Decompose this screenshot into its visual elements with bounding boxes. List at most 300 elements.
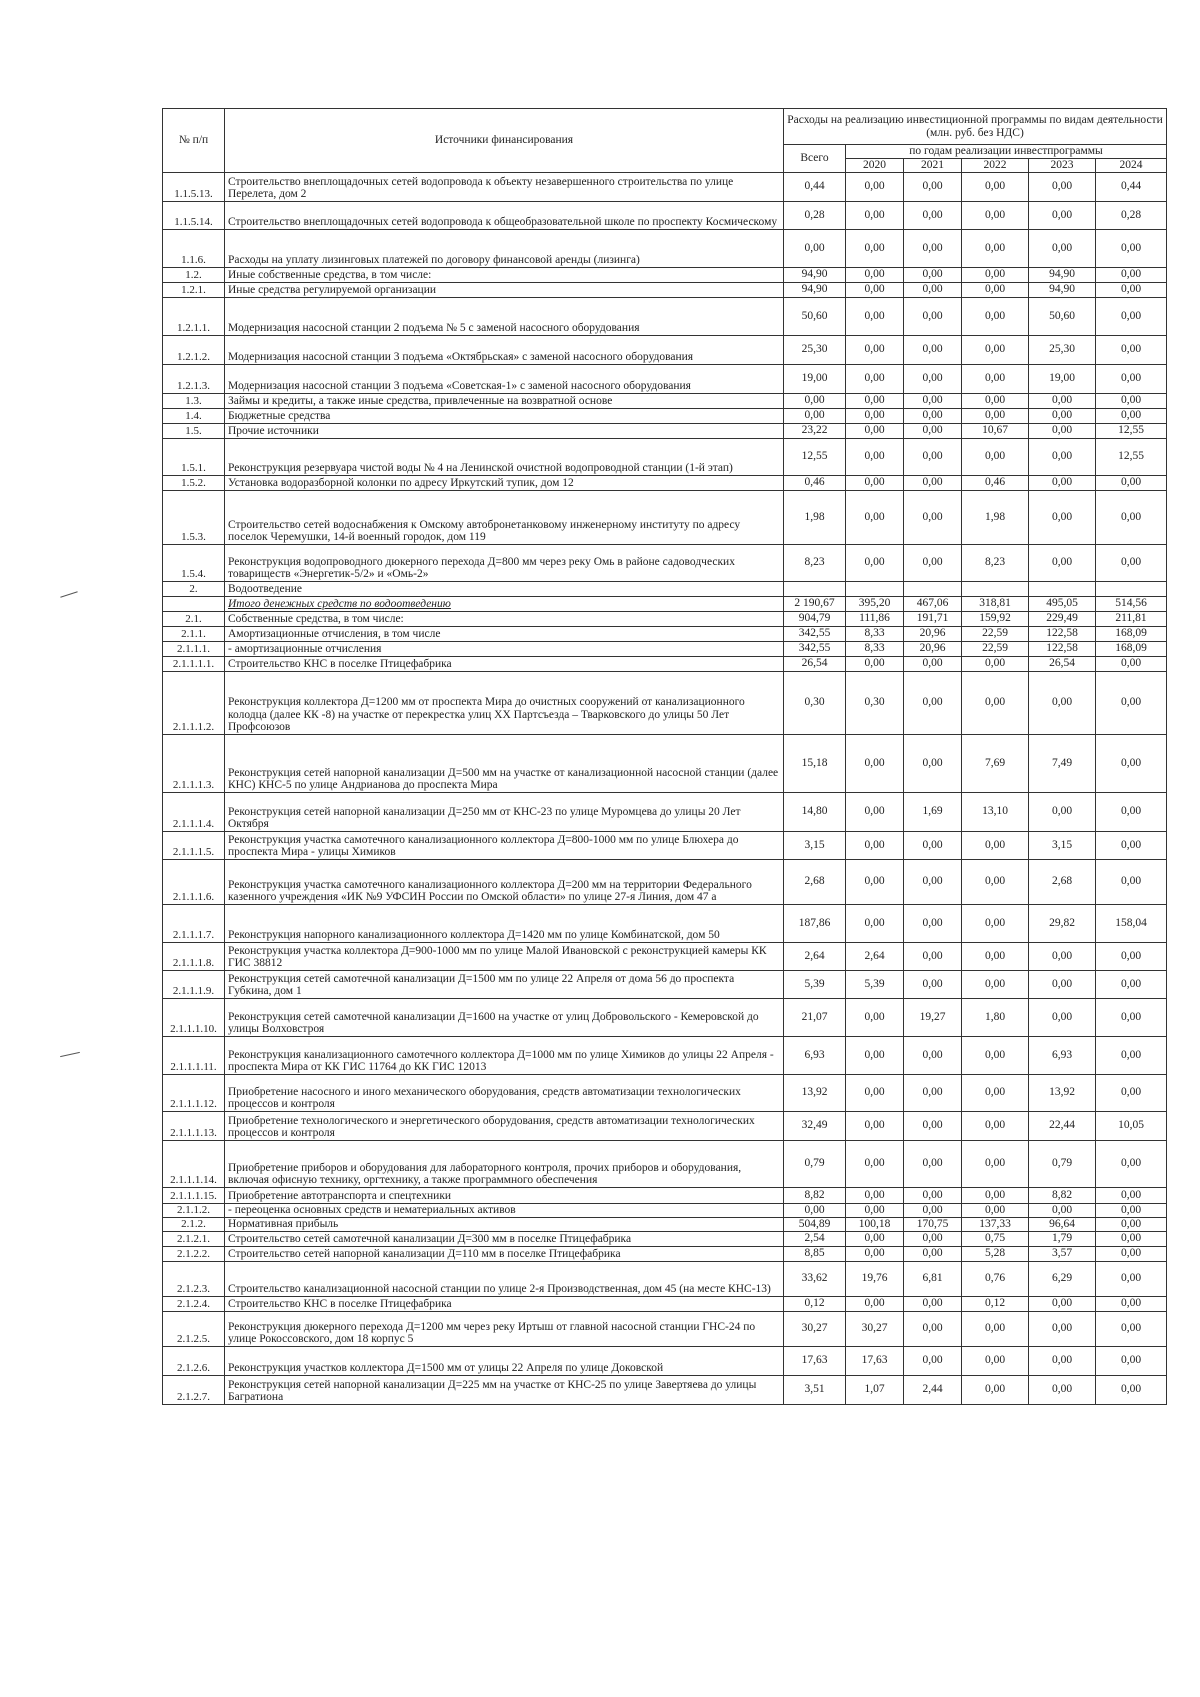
value-2023: 0,00 — [1029, 671, 1096, 734]
value-2022: 0,46 — [962, 475, 1029, 490]
value-2024: 0,00 — [1096, 1246, 1167, 1261]
value-2023: 0,00 — [1029, 490, 1096, 544]
value-total: 8,85 — [784, 1246, 846, 1261]
row-name: Строительство КНС в поселке Птицефабрика — [225, 1296, 784, 1311]
value-2020: 0,00 — [846, 1296, 904, 1311]
row-name: Реконструкция участка самотечного канализационного коллектора Д=200 мм на территории Федерального казенного учреждения «ИК №9 УФСИН России по Омской области» по улице 27-я Линия, дом 47 а — [225, 859, 784, 904]
value-2020: 19,76 — [846, 1261, 904, 1296]
value-2023: 22,44 — [1029, 1111, 1096, 1140]
table-row — [163, 1203, 1167, 1217]
value-2022: 0,00 — [962, 656, 1029, 671]
value-2022: 8,23 — [962, 544, 1029, 581]
value-total: 342,55 — [784, 626, 846, 641]
row-code: 2.1.1.1.8. — [163, 942, 225, 970]
value-2024: 0,28 — [1096, 201, 1167, 229]
row-name: - переоценка основных средств и нематериальных активов — [225, 1203, 784, 1217]
value-total: 19,00 — [784, 364, 846, 393]
value-2020: 0,30 — [846, 671, 904, 734]
value-2021: 0,00 — [904, 1140, 962, 1187]
value-2021: 0,00 — [904, 490, 962, 544]
value-2024: 0,00 — [1096, 297, 1167, 335]
row-code: 2.1.2.1. — [163, 1231, 225, 1246]
value-2023: 0,00 — [1029, 201, 1096, 229]
value-2023: 0,00 — [1029, 229, 1096, 267]
value-total: 14,80 — [784, 792, 846, 831]
row-name: Строительство внеплощадочных сетей водопровода к общеобразовательной школе по проспекту Космическому — [225, 201, 784, 229]
table-row — [163, 229, 1167, 267]
row-name: Иные средства регулируемой организации — [225, 282, 784, 297]
value-total: 0,28 — [784, 201, 846, 229]
table-row — [163, 1217, 1167, 1231]
value-2024: 0,00 — [1096, 1296, 1167, 1311]
table-row — [163, 942, 1167, 970]
value-total: 17,63 — [784, 1346, 846, 1375]
value-2021: 0,00 — [904, 364, 962, 393]
table-row — [163, 641, 1167, 656]
value-2024: 0,00 — [1096, 1140, 1167, 1187]
value-2022: 0,00 — [962, 267, 1029, 282]
value-2024: 0,00 — [1096, 267, 1167, 282]
value-2021: 0,00 — [904, 229, 962, 267]
row-name: Модернизация насосной станции 3 подъема «Октябрьская» с заменой насосного оборудования — [225, 335, 784, 364]
row-name: Установка водоразборной колонки по адресу Иркутский тупик, дом 12 — [225, 475, 784, 490]
value-2020: 111,86 — [846, 611, 904, 626]
table-row — [163, 297, 1167, 335]
value-2020: 17,63 — [846, 1346, 904, 1375]
row-code: 2.1.2.3. — [163, 1261, 225, 1296]
row-code: 1.5.1. — [163, 438, 225, 475]
value-total: 25,30 — [784, 335, 846, 364]
value-2023: 0,00 — [1029, 423, 1096, 438]
value-2020: 0,00 — [846, 1111, 904, 1140]
value-2022: 0,00 — [962, 438, 1029, 475]
value-2022: 22,59 — [962, 641, 1029, 656]
row-code: 2.1.1.1.7. — [163, 904, 225, 942]
value-2021: 0,00 — [904, 942, 962, 970]
value-2022: 0,00 — [962, 297, 1029, 335]
row-name: Водоотведение — [225, 581, 784, 596]
value-2024: 0,00 — [1096, 734, 1167, 792]
value-2023: 6,29 — [1029, 1261, 1096, 1296]
value-2020: 0,00 — [846, 1246, 904, 1261]
value-2023: 0,00 — [1029, 942, 1096, 970]
value-2021: 0,00 — [904, 1187, 962, 1203]
value-2023: 0,00 — [1029, 1346, 1096, 1375]
value-2021: 0,00 — [904, 1111, 962, 1140]
row-code: 2.1.1. — [163, 626, 225, 641]
value-total: 94,90 — [784, 267, 846, 282]
value-total: 30,27 — [784, 1311, 846, 1346]
row-name: Строительство внеплощадочных сетей водопровода к объекту незавершенного строительства по улице Перелета, дом 2 — [225, 172, 784, 201]
value-total: 0,00 — [784, 408, 846, 423]
value-2024: 0,00 — [1096, 1261, 1167, 1296]
value-total: 0,12 — [784, 1296, 846, 1311]
value-2023: 0,00 — [1029, 393, 1096, 408]
value-2022: 0,00 — [962, 1375, 1029, 1404]
value-2022 — [962, 581, 1029, 596]
value-2023: 495,05 — [1029, 596, 1096, 611]
value-2021: 19,27 — [904, 998, 962, 1036]
value-total: 2,64 — [784, 942, 846, 970]
row-code: 1.3. — [163, 393, 225, 408]
row-code: 2.1.1.1.13. — [163, 1111, 225, 1140]
header-year-2020: 2020 — [846, 158, 904, 172]
value-2022: 0,00 — [962, 1187, 1029, 1203]
table-row — [163, 831, 1167, 859]
table-row — [163, 859, 1167, 904]
value-2021: 0,00 — [904, 408, 962, 423]
table-row — [163, 267, 1167, 282]
value-2022: 10,67 — [962, 423, 1029, 438]
row-name: Реконструкция сетей самотечной канализации Д=1500 мм по улице 22 Апреля от дома 56 до проспекта Губкина, дом 1 — [225, 970, 784, 998]
row-name: Строительство сетей водоснабжения к Омскому автобронетанковому инженерному институту по адресу поселок Черемушки, 14-й военный городок, дом 119 — [225, 490, 784, 544]
row-code: 2.1.2.4. — [163, 1296, 225, 1311]
row-code: 1.5.2. — [163, 475, 225, 490]
value-2020: 30,27 — [846, 1311, 904, 1346]
value-2020: 0,00 — [846, 544, 904, 581]
value-2022: 0,00 — [962, 172, 1029, 201]
scan-mark — [60, 1052, 80, 1057]
row-code: 2.1.1.1.12. — [163, 1074, 225, 1111]
value-2023: 0,00 — [1029, 970, 1096, 998]
table-row — [163, 998, 1167, 1036]
value-2020: 0,00 — [846, 267, 904, 282]
value-2024: 0,44 — [1096, 172, 1167, 201]
table-row — [163, 1346, 1167, 1375]
row-name: Реконструкция участка самотечного канализационного коллектора Д=800-1000 мм по улице Блюхера до проспекта Мира - улицы Химиков — [225, 831, 784, 859]
table-row — [163, 1187, 1167, 1203]
value-2022: 0,00 — [962, 1074, 1029, 1111]
value-2023: 3,57 — [1029, 1246, 1096, 1261]
table-row — [163, 423, 1167, 438]
value-2024: 168,09 — [1096, 626, 1167, 641]
table-row — [163, 904, 1167, 942]
value-total: 342,55 — [784, 641, 846, 656]
value-2022: 0,00 — [962, 229, 1029, 267]
value-2023: 0,00 — [1029, 475, 1096, 490]
value-2021: 20,96 — [904, 626, 962, 641]
table-row — [163, 201, 1167, 229]
value-2021: 0,00 — [904, 970, 962, 998]
table-row — [163, 393, 1167, 408]
value-2021: 0,00 — [904, 1074, 962, 1111]
value-2021: 0,00 — [904, 671, 962, 734]
value-total: 26,54 — [784, 656, 846, 671]
table-row — [163, 475, 1167, 490]
table-row — [163, 408, 1167, 423]
value-2022: 0,00 — [962, 671, 1029, 734]
value-total: 15,18 — [784, 734, 846, 792]
value-total: 23,22 — [784, 423, 846, 438]
header-year-2023: 2023 — [1029, 158, 1096, 172]
value-2023: 6,93 — [1029, 1036, 1096, 1074]
value-2023: 229,49 — [1029, 611, 1096, 626]
row-name: Займы и кредиты, а также иные средства, привлеченные на возвратной основе — [225, 393, 784, 408]
value-2020: 0,00 — [846, 904, 904, 942]
value-2020: 2,64 — [846, 942, 904, 970]
value-2021: 0,00 — [904, 859, 962, 904]
row-name: Приобретение автотранспорта и спецтехники — [225, 1187, 784, 1203]
value-2024: 0,00 — [1096, 408, 1167, 423]
value-2020: 5,39 — [846, 970, 904, 998]
value-2022: 0,00 — [962, 1203, 1029, 1217]
value-2021: 0,00 — [904, 831, 962, 859]
table-row — [163, 1375, 1167, 1404]
value-total: 2,68 — [784, 859, 846, 904]
value-total: 2 190,67 — [784, 596, 846, 611]
value-2022: 5,28 — [962, 1246, 1029, 1261]
value-2022: 1,80 — [962, 998, 1029, 1036]
header-total: Всего — [784, 145, 846, 173]
row-code: 2.1.2.6. — [163, 1346, 225, 1375]
row-name: Приобретение насосного и иного механического оборудования, средств автоматизации технологических процессов и контроля — [225, 1074, 784, 1111]
value-2022: 0,00 — [962, 942, 1029, 970]
value-2023: 0,00 — [1029, 1375, 1096, 1404]
header-expenses: Расходы на реализацию инвестиционной программы по видам деятельности (млн. руб. без НДС) — [784, 109, 1167, 145]
row-code: 1.2. — [163, 267, 225, 282]
table-row — [163, 364, 1167, 393]
value-2021: 170,75 — [904, 1217, 962, 1231]
value-2020: 0,00 — [846, 393, 904, 408]
value-2021: 0,00 — [904, 172, 962, 201]
value-total — [784, 581, 846, 596]
value-2023: 0,00 — [1029, 1296, 1096, 1311]
value-total: 12,55 — [784, 438, 846, 475]
value-total: 5,39 — [784, 970, 846, 998]
header-year-2024: 2024 — [1096, 158, 1167, 172]
value-2020: 0,00 — [846, 1187, 904, 1203]
row-code: 2.1.1.1.5. — [163, 831, 225, 859]
value-2024: 211,81 — [1096, 611, 1167, 626]
value-2022: 0,00 — [962, 1140, 1029, 1187]
row-name: Бюджетные средства — [225, 408, 784, 423]
value-2020: 0,00 — [846, 475, 904, 490]
value-2024: 0,00 — [1096, 859, 1167, 904]
value-2021: 0,00 — [904, 1346, 962, 1375]
value-2024: 168,09 — [1096, 641, 1167, 656]
value-2023: 94,90 — [1029, 267, 1096, 282]
value-2021: 0,00 — [904, 1036, 962, 1074]
table-row — [163, 734, 1167, 792]
table-header — [163, 109, 1167, 173]
value-2021 — [904, 581, 962, 596]
value-2022: 0,00 — [962, 335, 1029, 364]
row-name: Реконструкция коллектора Д=1200 мм от проспекта Мира до очистных сооружений от канализационного колодца (далее КК -8) на участке от перекрестка улиц XX Партсъезда – Тварковского до улицы 50 Лет Профсоюзов — [225, 671, 784, 734]
table-row — [163, 970, 1167, 998]
value-2021: 2,44 — [904, 1375, 962, 1404]
value-total: 0,44 — [784, 172, 846, 201]
value-2021: 0,00 — [904, 1246, 962, 1261]
value-2024: 0,00 — [1096, 1346, 1167, 1375]
table-row — [163, 1296, 1167, 1311]
table-row — [163, 792, 1167, 831]
row-code: 1.2.1. — [163, 282, 225, 297]
value-total: 33,62 — [784, 1261, 846, 1296]
value-2020: 0,00 — [846, 998, 904, 1036]
value-total: 904,79 — [784, 611, 846, 626]
value-2023: 0,79 — [1029, 1140, 1096, 1187]
value-2024: 0,00 — [1096, 942, 1167, 970]
value-2024: 0,00 — [1096, 970, 1167, 998]
row-name: Нормативная прибыль — [225, 1217, 784, 1231]
value-2023: 7,49 — [1029, 734, 1096, 792]
row-code: 1.1.5.13. — [163, 172, 225, 201]
table-row — [163, 611, 1167, 626]
value-2021: 0,00 — [904, 335, 962, 364]
row-name: Реконструкция сетей напорной канализации Д=250 мм от КНС-23 по улице Муромцева до улицы 20 Лет Октября — [225, 792, 784, 831]
row-name: Прочие источники — [225, 423, 784, 438]
value-2023: 3,15 — [1029, 831, 1096, 859]
value-2020: 0,00 — [846, 734, 904, 792]
value-2020: 0,00 — [846, 792, 904, 831]
value-2020: 0,00 — [846, 297, 904, 335]
value-2022: 137,33 — [962, 1217, 1029, 1231]
value-2023: 2,68 — [1029, 859, 1096, 904]
value-2024: 0,00 — [1096, 671, 1167, 734]
value-2020: 0,00 — [846, 656, 904, 671]
row-name: Иные собственные средства, в том числе: — [225, 267, 784, 282]
row-code: 1.1.6. — [163, 229, 225, 267]
value-2020: 0,00 — [846, 831, 904, 859]
value-2020: 1,07 — [846, 1375, 904, 1404]
table-row — [163, 544, 1167, 581]
value-2022: 22,59 — [962, 626, 1029, 641]
value-2021: 0,00 — [904, 438, 962, 475]
value-2023: 50,60 — [1029, 297, 1096, 335]
value-2022: 0,00 — [962, 831, 1029, 859]
row-code: 1.5.3. — [163, 490, 225, 544]
row-code: 2.1.2.7. — [163, 1375, 225, 1404]
value-2020: 0,00 — [846, 490, 904, 544]
table-row — [163, 1246, 1167, 1261]
value-2021: 0,00 — [904, 1203, 962, 1217]
value-total: 8,23 — [784, 544, 846, 581]
value-2023: 0,00 — [1029, 172, 1096, 201]
row-code: 2.1.1.1.1. — [163, 656, 225, 671]
value-2021: 0,00 — [904, 297, 962, 335]
row-name: Реконструкция водопроводного дюкерного перехода Д=800 мм через реку Омь в районе садоводческих товариществ «Энергетик-5/2» и «Омь-2» — [225, 544, 784, 581]
row-name: Реконструкция напорного канализационного коллектора Д=1420 мм по улице Комбинатской, дом 50 — [225, 904, 784, 942]
value-2022: 0,00 — [962, 201, 1029, 229]
row-name: Реконструкция сетей самотечной канализации Д=1600 на участке от улиц Добровольского - Кемеровской до улицы Волховстроя — [225, 998, 784, 1036]
table-row — [163, 1231, 1167, 1246]
value-2024: 0,00 — [1096, 490, 1167, 544]
value-2024: 0,00 — [1096, 544, 1167, 581]
value-total: 94,90 — [784, 282, 846, 297]
value-total: 0,00 — [784, 1203, 846, 1217]
value-total: 0,30 — [784, 671, 846, 734]
value-2021: 0,00 — [904, 544, 962, 581]
value-2020: 0,00 — [846, 335, 904, 364]
table-row — [163, 671, 1167, 734]
value-2022: 7,69 — [962, 734, 1029, 792]
value-2022: 0,00 — [962, 393, 1029, 408]
value-2020: 0,00 — [846, 438, 904, 475]
value-2023: 122,58 — [1029, 641, 1096, 656]
value-2024: 12,55 — [1096, 423, 1167, 438]
value-2023: 0,00 — [1029, 544, 1096, 581]
table-row — [163, 581, 1167, 596]
value-total: 0,00 — [784, 229, 846, 267]
table-row — [163, 596, 1167, 611]
value-2021: 6,81 — [904, 1261, 962, 1296]
value-total: 504,89 — [784, 1217, 846, 1231]
value-2021: 0,00 — [904, 904, 962, 942]
value-2024: 10,05 — [1096, 1111, 1167, 1140]
value-total: 0,46 — [784, 475, 846, 490]
value-2022: 0,00 — [962, 1311, 1029, 1346]
value-2023: 0,00 — [1029, 408, 1096, 423]
table-body — [163, 172, 1167, 1404]
row-code: 2.1.1.1.3. — [163, 734, 225, 792]
value-2024: 0,00 — [1096, 1231, 1167, 1246]
value-2024: 0,00 — [1096, 364, 1167, 393]
investment-program-table — [162, 108, 1167, 1405]
value-total: 3,15 — [784, 831, 846, 859]
value-2020: 0,00 — [846, 282, 904, 297]
value-2024: 0,00 — [1096, 998, 1167, 1036]
value-2021: 0,00 — [904, 282, 962, 297]
value-2023: 0,00 — [1029, 438, 1096, 475]
value-total: 50,60 — [784, 297, 846, 335]
row-name: Реконструкция участка коллектора Д=900-1000 мм по улице Малой Ивановской с реконструкцией камеры КК ГИС 38812 — [225, 942, 784, 970]
row-name: Модернизация насосной станции 2 подъема № 5 с заменой насосного оборудования — [225, 297, 784, 335]
value-total: 187,86 — [784, 904, 846, 942]
value-2020 — [846, 581, 904, 596]
value-2020: 8,33 — [846, 626, 904, 641]
value-2024: 514,56 — [1096, 596, 1167, 611]
value-2021: 467,06 — [904, 596, 962, 611]
value-2022: 0,00 — [962, 1111, 1029, 1140]
value-2023: 94,90 — [1029, 282, 1096, 297]
value-total: 6,93 — [784, 1036, 846, 1074]
header-financing-source: Источники финансирования — [225, 109, 784, 173]
row-code: 2.1.1.1.11. — [163, 1036, 225, 1074]
row-code: 2.1.1.1.2. — [163, 671, 225, 734]
value-2023: 13,92 — [1029, 1074, 1096, 1111]
row-code: 2.1.1.1. — [163, 641, 225, 656]
value-2024: 0,00 — [1096, 792, 1167, 831]
row-code: 2.1.1.1.15. — [163, 1187, 225, 1203]
row-name: Реконструкция сетей напорной канализации Д=225 мм на участке от КНС-25 по улице Завертяева до улицы Багратиона — [225, 1375, 784, 1404]
value-2023: 0,00 — [1029, 998, 1096, 1036]
header-number: № п/п — [163, 109, 225, 173]
row-name: Собственные средства, в том числе: — [225, 611, 784, 626]
value-2021: 0,00 — [904, 1231, 962, 1246]
row-code: 1.4. — [163, 408, 225, 423]
row-code: 1.1.5.14. — [163, 201, 225, 229]
value-2020: 0,00 — [846, 859, 904, 904]
value-2024: 0,00 — [1096, 831, 1167, 859]
value-2021: 0,00 — [904, 201, 962, 229]
row-code: 2.1.1.2. — [163, 1203, 225, 1217]
value-2024: 0,00 — [1096, 393, 1167, 408]
value-2020: 395,20 — [846, 596, 904, 611]
value-2021: 0,00 — [904, 734, 962, 792]
row-code — [163, 596, 225, 611]
row-name: Реконструкция участков коллектора Д=1500 мм от улицы 22 Апреля по улице Доковской — [225, 1346, 784, 1375]
value-total: 0,00 — [784, 393, 846, 408]
row-name: Реконструкция резервуара чистой воды № 4 на Ленинской очистной водопроводной станции (1-й этап) — [225, 438, 784, 475]
value-2021: 0,00 — [904, 1311, 962, 1346]
table-row — [163, 1311, 1167, 1346]
value-2022: 0,00 — [962, 282, 1029, 297]
value-2024: 0,00 — [1096, 282, 1167, 297]
value-2021: 1,69 — [904, 792, 962, 831]
header-year-2021: 2021 — [904, 158, 962, 172]
value-2023: 19,00 — [1029, 364, 1096, 393]
row-name: Строительство канализационной насосной станции по улице 2-я Производственная, дом 45 (на месте КНС-13) — [225, 1261, 784, 1296]
